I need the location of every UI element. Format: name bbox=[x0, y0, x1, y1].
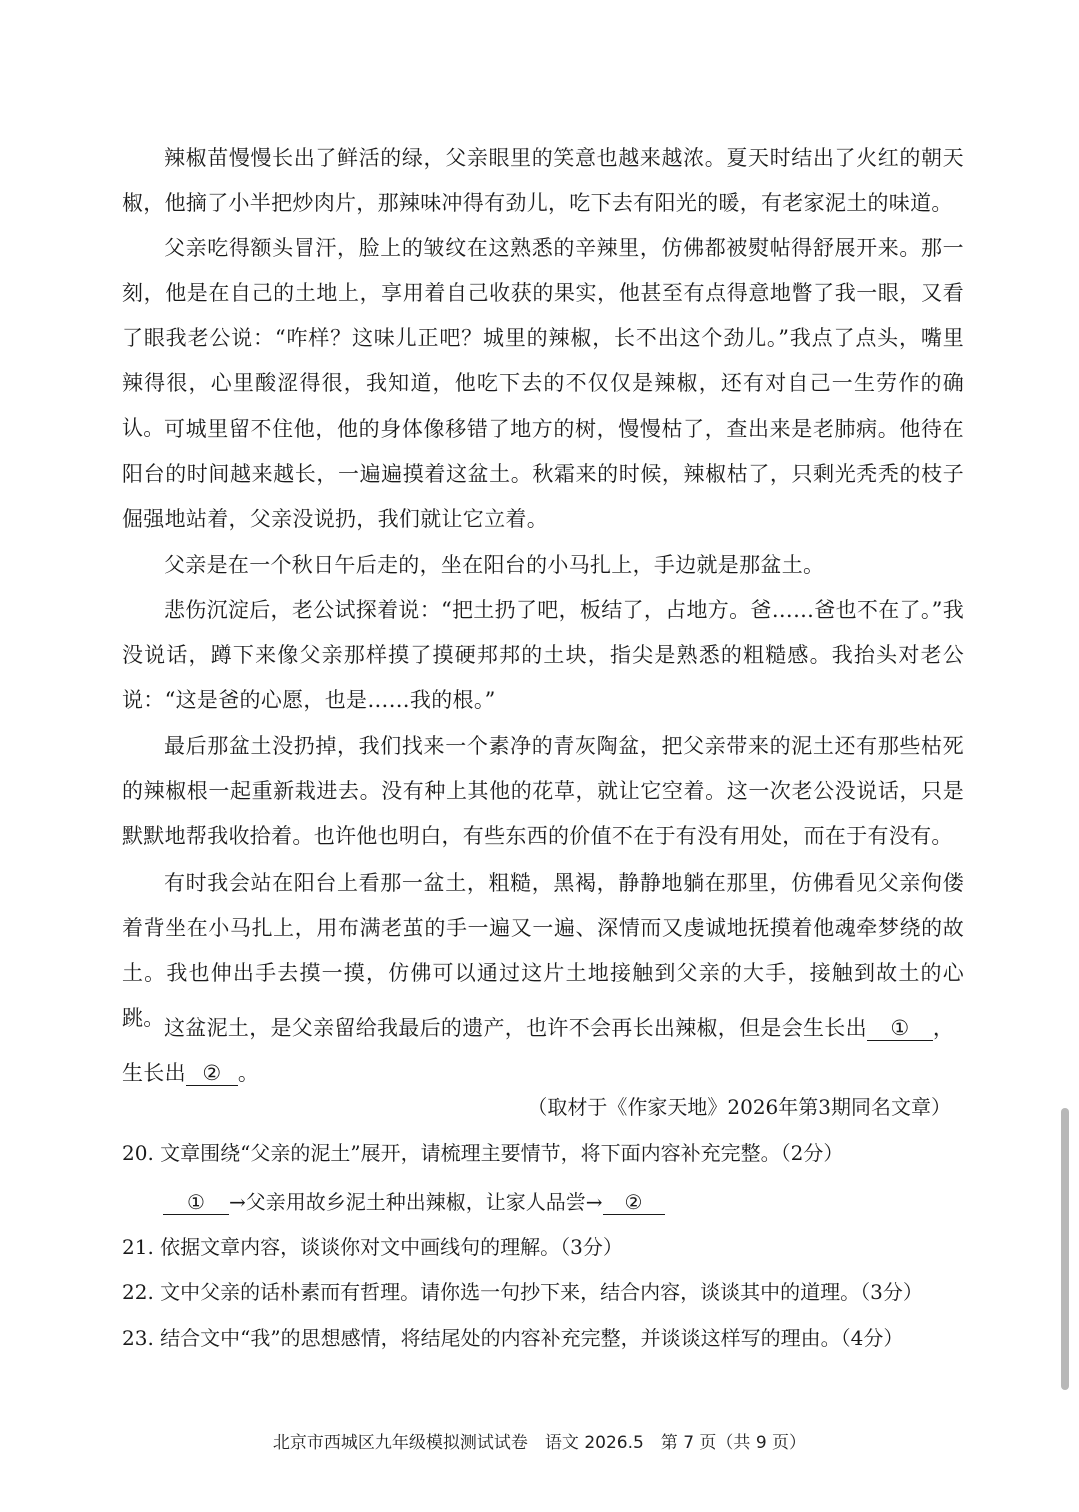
paragraph-8-line-2 bbox=[80, 1051, 259, 1096]
question-23: 23. 结合文中“我”的思想感情，将结尾处的内容补充完整，并谈谈这样写的理由。（4分） bbox=[122, 1326, 904, 1350]
answer-blank-1: ① bbox=[867, 1016, 933, 1041]
article-paragraph-3: 可城里留不住他，他的身体像移错了地方的树，慢慢枯了，查出来是老肺病。他待在阳台的时间越来越长，一遍遍摸着这盆土。秋霜来的时候，辣椒枯了，只剩光秃秃的枝子倔强地站着，父亲没说扔，我们就让它立着。 bbox=[122, 417, 964, 531]
q20-answer-blank-2: ② bbox=[603, 1190, 665, 1215]
article-paragraph-8 bbox=[122, 1006, 964, 1096]
vertical-scrollbar-thumb[interactable] bbox=[1061, 1108, 1069, 1390]
question-21: 21. 依据文章内容，谈谈你对文中画线句的理解。（3分） bbox=[122, 1235, 623, 1259]
article-paragraph-1: 辣椒苗慢慢长出了鲜活的绿，父亲眼里的笑意也越来越浓。夏天时结出了火红的朝天椒，他摘了小半把炒肉片，那辣味冲得有劲儿，吃下去有阳光的暖，有老家泥土的味道。 bbox=[122, 146, 964, 215]
paragraph-8-text-b: ， bbox=[932, 1016, 955, 1040]
paragraph-8-text-a: 这盆泥土，是父亲留给我最后的遗产，也许不会再长出辣椒，但是会生长出 bbox=[164, 1016, 867, 1040]
article-paragraph-5: 悲伤沉淀后，老公试探着说：“把土扔了吧，板结了，占地方。爸……爸也不在了。”我没说话，蹲下来像父亲那样摸了摸硬邦邦的土块，指尖是熟悉的粗糙感。我抬头对老公说：“这是爸的心愿，也是……我的根。” bbox=[122, 598, 964, 712]
question-22: 22. 文中父亲的话朴素而有哲理。请你选一句抄下来，结合内容，谈谈其中的道理。（3分） bbox=[122, 1280, 923, 1304]
article-paragraph-4: 父亲是在一个秋日午后走的，坐在阳台的小马扎上，手边就是那盆土。 bbox=[164, 553, 825, 577]
q20-answer-blank-1: ① bbox=[163, 1190, 229, 1215]
article-paragraph-7: 有时我会站在阳台上看那一盆土，粗糙，黑褐，静静地躺在那里，仿佛看见父亲佝偻着背坐在小马扎上，用布满老茧的手一遍又一遍、深情而又虔诚地抚摸着他魂牵梦绕的故土。我也伸出手去摸一摸，仿佛可以通过这片土地接触到父亲的大手，接触到故土的心跳。 bbox=[122, 871, 964, 1030]
paragraph-8-text-c: 生长出 bbox=[122, 1061, 186, 1085]
q20-flow-middle: →父亲用故乡泥土种出辣椒，让家人品尝→ bbox=[229, 1190, 603, 1214]
answer-blank-2: ② bbox=[186, 1061, 238, 1086]
page-footer: 北京市西城区九年级模拟测试试卷 语文 2026.5 第 7 页（共 9 页） bbox=[272, 1433, 807, 1453]
article-paragraph-2: 父亲吃得额头冒汗，脸上的皱纹在这熟悉的辛辣里，仿佛都被熨帖得舒展开来。那一刻，他是在自己的土地上，享用着自己收获的果实，他甚至有点得意地瞥了我一眼，又看了眼我老公说：“咋样？这味儿正吧？城里的辣椒，长不出这个劲儿。”我点了点头，嘴里辣得很，心里酸涩得很，我知道，他吃下去的不仅仅是辣椒，还有对自己一生劳作的确认。 bbox=[122, 236, 964, 440]
source-citation: （取材于《作家天地》2026年第3期同名文章） bbox=[527, 1095, 951, 1119]
question-20-plot-flow bbox=[163, 1182, 665, 1222]
article-paragraph-6: 最后那盆土没扔掉，我们找来一个素净的青灰陶盆，把父亲带来的泥土还有那些枯死的辣椒根一起重新栽进去。没有种上其他的花草，就让它空着。这一次老公没说话，只是默默地帮我收拾着。也许他也明白，有些东西的价值不在于有没有用处，而在于有没有。 bbox=[122, 734, 964, 848]
question-20: 20. 文章围绕“父亲的泥土”展开，请梳理主要情节，将下面内容补充完整。（2分） bbox=[122, 1141, 844, 1165]
paragraph-8-text-d: 。 bbox=[237, 1061, 260, 1085]
